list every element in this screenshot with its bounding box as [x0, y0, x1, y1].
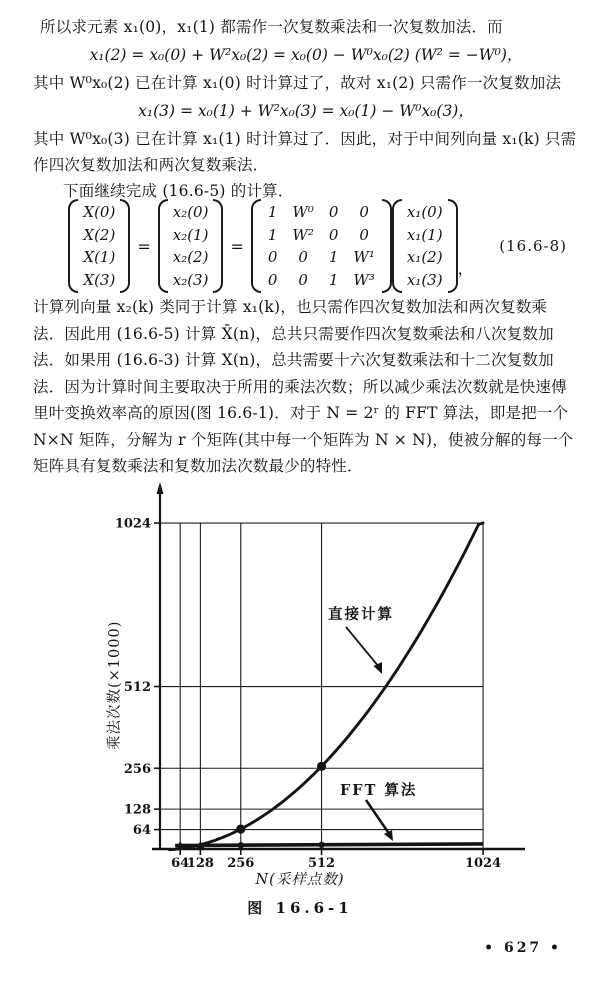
left-paren [251, 199, 261, 293]
body-text-line: 法．因此用 (16.6-5) 计算 X̄(n)，总共只需要作四次复数乘法和八次复数加 [33, 324, 554, 343]
svg-text:512: 512 [123, 680, 151, 696]
right-paren [120, 199, 130, 293]
vector-entry: X(3) [83, 270, 116, 289]
matrix-equation-body [33, 199, 579, 293]
right-paren [448, 199, 458, 293]
matrix-cell: W⁰ [292, 203, 314, 222]
figure-16-6-1 [95, 478, 575, 928]
svg-text:128: 128 [186, 856, 214, 871]
y-axis-arrowhead-icon [157, 482, 164, 494]
svg-text:256: 256 [227, 856, 255, 871]
vector-entry: x₂(2) [172, 248, 209, 267]
svg-text:1024: 1024 [464, 856, 502, 871]
body-text-line: 矩阵具有复数乘法和复数加法次数最少的特性． [33, 457, 363, 475]
vector-entry: x₁(3) [406, 270, 443, 289]
vector-entry: x₁(1) [406, 225, 443, 244]
fft-label: FFT 算法 [340, 782, 418, 799]
x-axis-label: N(采样点数) [255, 872, 345, 888]
matrix-cell: W² [292, 225, 314, 244]
svg-text:512: 512 [307, 856, 336, 871]
arrowhead-icon [374, 662, 383, 674]
body-text-line: 所以求元素 x₁(0)，x₁(1) 都需作一次复数乘法和一次复数加法．而 [40, 18, 503, 36]
tick-labels [115, 517, 501, 871]
left-paren [158, 199, 168, 293]
matrix-cell: 1 [328, 248, 339, 267]
matrix-cell: 1 [267, 203, 278, 222]
direct-annotation-arrow [346, 627, 379, 667]
trailing-comma: ， [457, 259, 474, 278]
page-number: • 627 • [484, 940, 562, 956]
multiplications-vs-N-chart [95, 478, 565, 890]
matrix-cell: W³ [353, 270, 375, 289]
matrix-cell: 0 [267, 270, 278, 289]
gridlines [160, 523, 483, 850]
figure-caption: 图 16.6-1 [247, 899, 353, 917]
matrix-cell: 0 [359, 225, 369, 244]
data-point-markers [176, 762, 326, 849]
body-text-line: 作四次复数加法和两次复数乘法． [33, 156, 269, 174]
vector-entry: x₁(2) [406, 248, 443, 267]
body-text-line: 其中 W⁰x₀(2) 已在计算 x₁(0) 时计算过了，故对 x₁(2) 只需作一次复数加法 [33, 74, 562, 92]
vector-entry: X(1) [83, 248, 116, 267]
matrix-cell: 0 [298, 248, 308, 267]
left-paren [68, 199, 78, 293]
matrix-cell: 0 [298, 270, 308, 289]
fft-curve [175, 844, 483, 846]
transform-matrix [251, 199, 392, 293]
vector-entry: x₂(1) [172, 225, 209, 244]
equals-sign: = [230, 236, 244, 256]
inline-equation-x1-2: x₁(2) = x₀(0) + W²x₀(2) = x₀(0) − W⁰x₀(2) (W² = −W⁰)， [89, 46, 523, 64]
y-axis-label: 乘法次数(×1000) [107, 620, 123, 750]
equation-number: (16.6-8) [499, 237, 567, 255]
svg-text:64: 64 [132, 823, 151, 839]
left-paren [392, 199, 402, 293]
matrix-equation-16-6-8 [33, 199, 579, 293]
body-text-line: 其中 W⁰x₀(3) 已在计算 x₁(1) 时计算过了．因此，对于中间列向量 x₁(k) 只需 [33, 130, 577, 148]
vector-entry: x₁(0) [406, 203, 443, 222]
matrix-cell: 1 [267, 225, 278, 244]
matrix-cell: 0 [359, 203, 369, 222]
right-paren [382, 199, 392, 293]
vector-entry: x₂(3) [172, 270, 209, 289]
paragraph-1 [33, 14, 579, 204]
matrix-cell: 0 [328, 225, 339, 244]
axis-ticks [154, 523, 483, 855]
body-text-line: 下面继续完成 (16.6-5) 的计算． [63, 182, 294, 200]
body-text-line: 计算列向量 x₂(k) 类同于计算 x₁(k)，也只需作四次复数加法和两次复数乘 [33, 298, 548, 316]
matrix-cell: W¹ [353, 248, 375, 267]
right-paren [213, 199, 223, 293]
body-text-line: 法．因为计算时间主要取决于所用的乘法次数；所以减少乘法次数就是快速傅 [33, 377, 567, 396]
vector-entry: X(0) [83, 203, 116, 222]
vector-X [68, 199, 130, 293]
body-text-line: N×N 矩阵，分解为 r 个矩阵(其中每一个矩阵为 N × N)，使被分解的每一个 [33, 430, 574, 449]
equals-sign: = [137, 236, 151, 256]
vector-x1 [392, 199, 458, 293]
svg-text:256: 256 [123, 761, 151, 777]
matrix-cell: 0 [328, 203, 339, 222]
body-text-line: 法．如果用 (16.6-3) 计算 X(n)，总共需要十六次复数乘法和十二次复数加 [33, 351, 554, 369]
vector-x2 [158, 199, 224, 293]
vector-entry: X(2) [83, 225, 116, 244]
svg-text:1024: 1024 [114, 516, 151, 532]
svg-text:128: 128 [123, 802, 151, 818]
svg-text:64: 64 [171, 856, 190, 871]
direct-computation-label: 直接计算 [328, 606, 394, 623]
inline-equation-x1-3: x₁(3) = x₀(1) + W²x₀(3) = x₀(1) − W⁰x₀(3)， [138, 102, 474, 120]
matrix-cell: 1 [328, 270, 339, 289]
vector-entry: x₂(0) [172, 203, 209, 222]
body-text-line: 里叶变换效率高的原因(图 16.6-1)．对于 N = 2ʳ 的 FFT 算法，即是把一个 [33, 404, 569, 422]
paragraph-2 [33, 294, 579, 480]
matrix-cell: 0 [267, 248, 278, 267]
